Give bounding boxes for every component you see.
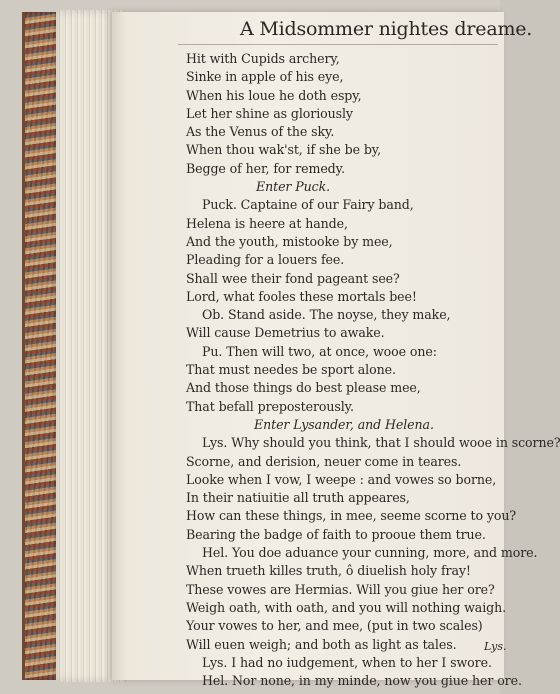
text-line: Weigh oath, with oath, and you will nothing waigh. <box>186 599 507 615</box>
page-text <box>186 50 560 690</box>
text-line: Scorne, and derision, neuer come in teares. <box>186 453 462 469</box>
text-line: Bearing the badge of faith to prooue them true. <box>186 526 486 542</box>
text-line: Your vowes to her, and mee, (put in two scales) <box>186 618 483 634</box>
text-line: Lys. Why should you think, that I should wooe in scorne? <box>202 435 560 451</box>
text-line: Shall wee their fond pageant see? <box>186 270 400 286</box>
text-line: How can these things, in mee, seeme scorne to you? <box>186 508 517 524</box>
text-line: When thou wak'st, if she be by, <box>186 142 382 158</box>
text-line: Hit with Cupids archery, <box>186 51 340 66</box>
text-line: Pleading for a louers fee. <box>186 252 345 268</box>
text-line: When trueth killes truth, ô diuelish holy fray! <box>186 563 471 579</box>
text-line: Enter Puck. <box>256 179 331 195</box>
catchword: Lys. <box>484 640 507 653</box>
text-line: As the Venus of the sky. <box>186 124 335 140</box>
text-line: That must needes be sport alone. <box>186 362 396 378</box>
text-line: That befall preposterously. <box>186 398 354 414</box>
running-title: A Midsommer nightes dreame. <box>240 18 533 40</box>
text-line: Sinke in apple of his eye, <box>186 69 344 85</box>
text-line: Hel. Nor none, in my minde, now you giue her ore. <box>202 673 522 689</box>
text-line: Helena is heere at hande, <box>186 215 348 231</box>
text-line: Pu. Then will two, at once, wooe one: <box>202 343 437 359</box>
text-line: When his loue he doth espy, <box>186 87 362 103</box>
text-line: Will cause Demetrius to awake. <box>186 325 385 341</box>
text-line: Will euen weigh; and both as light as tales. <box>186 636 457 652</box>
text-line: These vowes are Hermias. Will you giue her ore? <box>186 581 495 597</box>
text-line: Hel. You doe aduance your cunning, more, and more. <box>202 545 538 561</box>
text-line: Puck. Captaine of our Fairy band, <box>202 197 414 213</box>
text-line: Let her shine as gloriously <box>186 105 353 121</box>
text-line: Lord, what fooles these mortals bee! <box>186 288 417 304</box>
header-rule <box>178 44 498 45</box>
text-line: Lys. I had no iudgement, when to her I swore. <box>202 654 492 670</box>
text-line: And the youth, mistooke by mee, <box>186 233 393 249</box>
text-line: Ob. Stand aside. The noyse, they make, <box>202 307 451 323</box>
text-line: And those things do best please mee, <box>186 380 421 396</box>
text-line: Begge of her, for remedy. <box>186 160 345 176</box>
text-line: Looke when I vow, I weepe : and vowes so borne, <box>186 471 497 487</box>
text-line: Enter Lysander, and Helena. <box>254 416 434 432</box>
text-line: In their natiuitie all truth appeares, <box>186 490 410 506</box>
